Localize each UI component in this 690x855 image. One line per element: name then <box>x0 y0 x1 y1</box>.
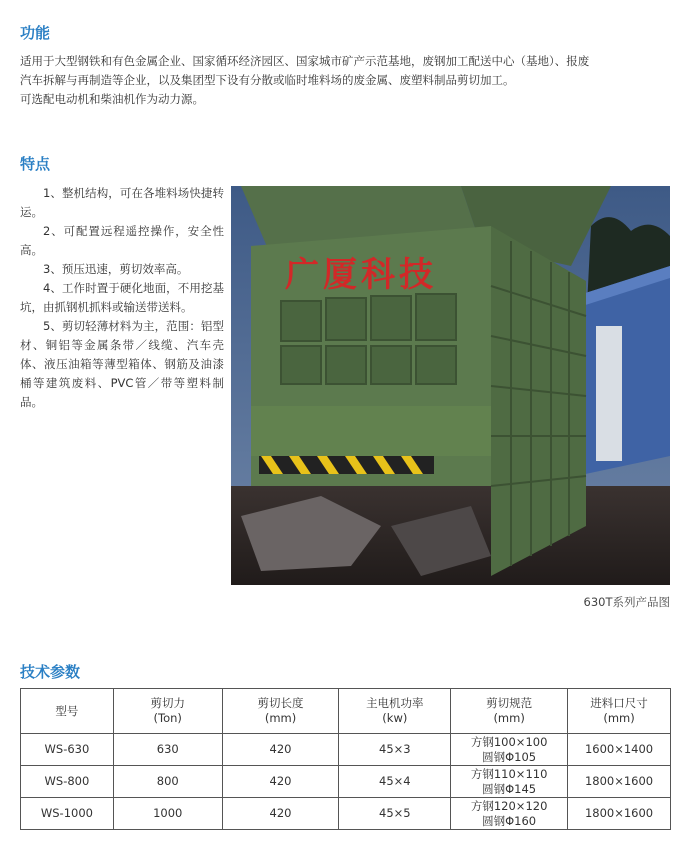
header-inlet-label: 进料口尺寸 <box>590 696 648 710</box>
header-power-label: 主电机功率 <box>366 696 424 710</box>
feature-item-4: 4、工作时置于硬化地面，不用挖基坑，由抓钢机抓料或输送带送料。 <box>20 281 224 314</box>
cut-spec-square: 方钢120×120 <box>470 798 548 813</box>
cell-model: WS-800 <box>21 766 114 798</box>
cell-inlet: 1800×1600 <box>568 766 671 798</box>
header-length-unit: (mm) <box>264 711 297 725</box>
cell-force: 630 <box>113 734 222 766</box>
header-force-unit: (Ton) <box>153 711 182 725</box>
feature-item-2: 2、可配置远程遥控操作，安全性高。 <box>20 224 224 257</box>
section-title-function: 功能 <box>20 24 51 42</box>
header-cut-spec <box>451 689 568 734</box>
cut-spec-square: 方钢110×110 <box>470 766 548 781</box>
cut-spec-square: 方钢100×100 <box>470 734 548 749</box>
cut-spec-round: 圆钢Φ160 <box>482 813 537 828</box>
cell-length: 420 <box>222 798 339 830</box>
cell-length: 420 <box>222 734 339 766</box>
section-title-features: 特点 <box>20 155 51 173</box>
cell-length: 420 <box>222 766 339 798</box>
cell-power: 45×5 <box>339 798 451 830</box>
spec-table-header <box>21 689 671 734</box>
header-cut-spec-label: 剪切规范 <box>486 696 533 710</box>
table-row <box>21 798 671 830</box>
header-force-label: 剪切力 <box>150 696 185 710</box>
cell-inlet: 1600×1400 <box>568 734 671 766</box>
header-inlet <box>568 689 671 734</box>
header-power-unit: (kw) <box>382 711 408 725</box>
section-title-specs: 技术参数 <box>20 663 81 681</box>
function-line-1: 适用于大型钢铁和有色金属企业、国家循环经济园区、国家城市矿产示范基地，废钢加工配送中心（基地）、报废 <box>20 54 590 68</box>
features-list <box>20 184 224 412</box>
function-line-2: 汽车拆解与再制造等企业，以及集团型下设有分散或临时堆料场的废金属、废塑料制品剪切加工。 <box>20 73 515 87</box>
cell-power: 45×3 <box>339 734 451 766</box>
feature-item-1: 1、整机结构，可在各堆料场快捷转运。 <box>20 186 224 219</box>
cell-force: 1000 <box>113 798 222 830</box>
spec-table <box>20 688 671 830</box>
header-inlet-unit: (mm) <box>603 711 635 725</box>
header-force <box>113 689 222 734</box>
feature-item-5: 5、剪切轻薄材料为主，范围：铝型材、铜铝等金属条带／线缆、汽车壳体、液压油箱等薄型箱体、钢筋及油漆桶等建筑废料、PVC管／带等塑料制品。 <box>20 319 224 409</box>
photo-caption: 630T系列产品图 <box>583 595 670 609</box>
header-length-label: 剪切长度 <box>257 696 304 710</box>
cell-model: WS-1000 <box>21 798 114 830</box>
cell-inlet: 1800×1600 <box>568 798 671 830</box>
header-length <box>222 689 339 734</box>
feature-item-3: 3、预压迅速，剪切效率高。 <box>43 262 189 276</box>
cell-force: 800 <box>113 766 222 798</box>
cell-power: 45×4 <box>339 766 451 798</box>
header-model <box>21 689 114 734</box>
photo-sign-text: 广厦科技 <box>285 255 437 295</box>
table-row <box>21 734 671 766</box>
header-power <box>339 689 451 734</box>
cell-cut-spec <box>451 766 568 798</box>
cell-cut-spec <box>451 798 568 830</box>
table-row <box>21 766 671 798</box>
function-description <box>20 52 675 109</box>
cut-spec-round: 圆钢Φ145 <box>482 781 537 796</box>
header-cut-spec-unit: (mm) <box>493 711 525 725</box>
header-model-label: 型号 <box>55 703 79 718</box>
product-photo <box>231 186 670 585</box>
cell-model: WS-630 <box>21 734 114 766</box>
cell-cut-spec <box>451 734 568 766</box>
cut-spec-round: 圆钢Φ105 <box>482 749 537 764</box>
function-line-3: 可选配电动机和柴油机作为动力源。 <box>20 92 204 106</box>
